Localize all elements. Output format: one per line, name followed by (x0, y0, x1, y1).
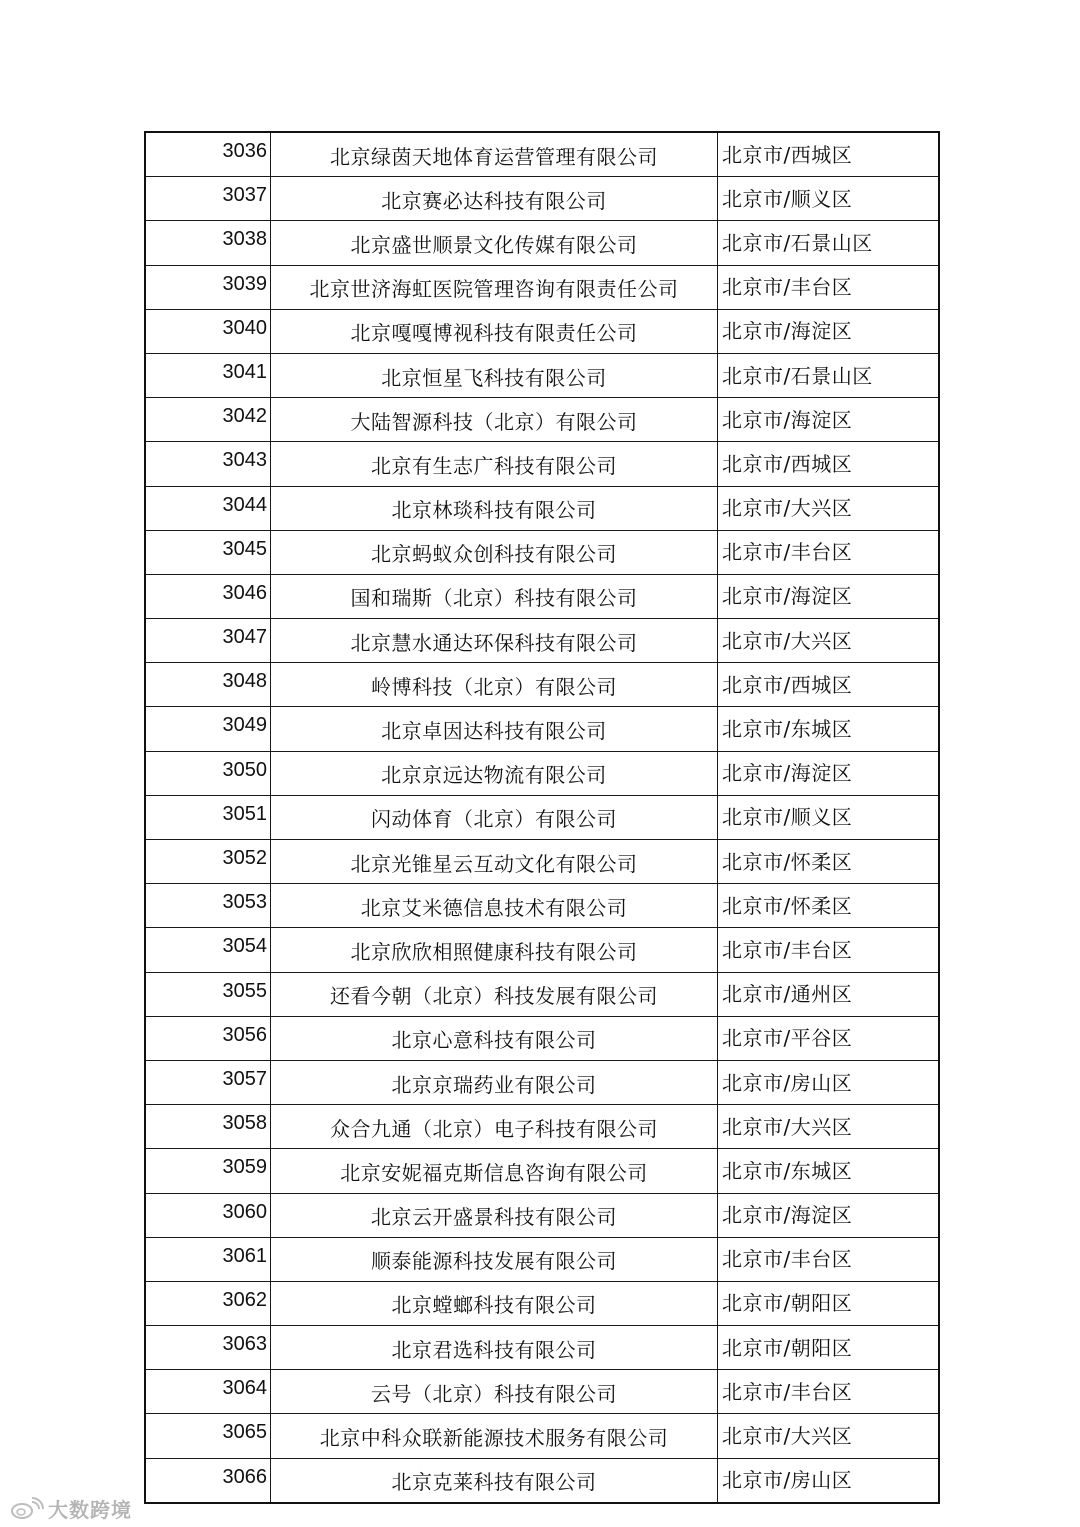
company-name-cell: 还看今朝（北京）科技发展有限公司 (271, 972, 718, 1016)
table-row (145, 1414, 939, 1458)
row-number-cell: 3055 (145, 972, 271, 1016)
region-cell: 北京市/东城区 (718, 1149, 940, 1193)
table-row (145, 177, 939, 221)
row-number-cell: 3036 (145, 132, 271, 177)
table-row (145, 884, 939, 928)
table-row (145, 309, 939, 353)
row-number-cell: 3063 (145, 1326, 271, 1370)
company-name-cell: 北京克莱科技有限公司 (271, 1458, 718, 1503)
region-cell: 北京市/顺义区 (718, 177, 940, 221)
region-cell: 北京市/房山区 (718, 1060, 940, 1104)
company-table-container (144, 131, 930, 1504)
table-row (145, 1458, 939, 1503)
table-row (145, 1060, 939, 1104)
row-number-cell: 3062 (145, 1281, 271, 1325)
region-cell: 北京市/平谷区 (718, 1016, 940, 1060)
company-name-cell: 北京光锥星云互动文化有限公司 (271, 840, 718, 884)
table-row (145, 1237, 939, 1281)
company-table-body (145, 132, 939, 1503)
table-row (145, 265, 939, 309)
row-number-cell: 3053 (145, 884, 271, 928)
region-cell: 北京市/丰台区 (718, 928, 940, 972)
row-number-cell: 3059 (145, 1149, 271, 1193)
table-row (145, 353, 939, 397)
row-number-cell: 3051 (145, 795, 271, 839)
watermark (10, 1494, 132, 1523)
table-row (145, 619, 939, 663)
region-cell: 北京市/丰台区 (718, 530, 940, 574)
table-row (145, 795, 939, 839)
region-cell: 北京市/海淀区 (718, 398, 940, 442)
row-number-cell: 3047 (145, 619, 271, 663)
company-name-cell: 北京艾米德信息技术有限公司 (271, 884, 718, 928)
region-cell: 北京市/大兴区 (718, 1414, 940, 1458)
region-cell: 北京市/顺义区 (718, 795, 940, 839)
row-number-cell: 3046 (145, 574, 271, 618)
company-name-cell: 北京绿茵天地体育运营管理有限公司 (271, 132, 718, 177)
company-name-cell: 北京有生志广科技有限公司 (271, 442, 718, 486)
region-cell: 北京市/朝阳区 (718, 1326, 940, 1370)
table-row (145, 1370, 939, 1414)
row-number-cell: 3038 (145, 221, 271, 265)
company-name-cell: 北京盛世顺景文化传媒有限公司 (271, 221, 718, 265)
table-row (145, 486, 939, 530)
row-number-cell: 3054 (145, 928, 271, 972)
company-name-cell: 北京君选科技有限公司 (271, 1326, 718, 1370)
region-cell: 北京市/大兴区 (718, 486, 940, 530)
company-name-cell: 北京世济海虹医院管理咨询有限责任公司 (271, 265, 718, 309)
region-cell: 北京市/大兴区 (718, 1105, 940, 1149)
row-number-cell: 3060 (145, 1193, 271, 1237)
region-cell: 北京市/大兴区 (718, 619, 940, 663)
table-row (145, 928, 939, 972)
row-number-cell: 3049 (145, 707, 271, 751)
row-number-cell: 3037 (145, 177, 271, 221)
company-name-cell: 北京螳螂科技有限公司 (271, 1281, 718, 1325)
table-row (145, 132, 939, 177)
table-row (145, 751, 939, 795)
watermark-text: 大数跨境 (48, 1498, 132, 1522)
table-row (145, 972, 939, 1016)
table-row (145, 530, 939, 574)
company-name-cell: 众合九通（北京）电子科技有限公司 (271, 1105, 718, 1149)
region-cell: 北京市/石景山区 (718, 221, 940, 265)
company-name-cell: 北京林琰科技有限公司 (271, 486, 718, 530)
row-number-cell: 3048 (145, 663, 271, 707)
table-row (145, 1281, 939, 1325)
table-row (145, 1193, 939, 1237)
company-name-cell: 北京中科众联新能源技术服务有限公司 (271, 1414, 718, 1458)
row-number-cell: 3044 (145, 486, 271, 530)
row-number-cell: 3064 (145, 1370, 271, 1414)
region-cell: 北京市/海淀区 (718, 751, 940, 795)
row-number-cell: 3052 (145, 840, 271, 884)
row-number-cell: 3066 (145, 1458, 271, 1503)
table-row (145, 574, 939, 618)
region-cell: 北京市/海淀区 (718, 309, 940, 353)
row-number-cell: 3039 (145, 265, 271, 309)
table-row (145, 663, 939, 707)
table-row (145, 398, 939, 442)
company-name-cell: 顺泰能源科技发展有限公司 (271, 1237, 718, 1281)
row-number-cell: 3050 (145, 751, 271, 795)
company-name-cell: 闪动体育（北京）有限公司 (271, 795, 718, 839)
table-row (145, 1105, 939, 1149)
row-number-cell: 3043 (145, 442, 271, 486)
row-number-cell: 3045 (145, 530, 271, 574)
table-row (145, 1016, 939, 1060)
row-number-cell: 3058 (145, 1105, 271, 1149)
table-row (145, 1326, 939, 1370)
region-cell: 北京市/房山区 (718, 1458, 940, 1503)
weibo-logo-icon (10, 1497, 44, 1521)
company-name-cell: 北京安妮福克斯信息咨询有限公司 (271, 1149, 718, 1193)
region-cell: 北京市/丰台区 (718, 1370, 940, 1414)
row-number-cell: 3065 (145, 1414, 271, 1458)
row-number-cell: 3056 (145, 1016, 271, 1060)
company-name-cell: 北京京远达物流有限公司 (271, 751, 718, 795)
row-number-cell: 3041 (145, 353, 271, 397)
region-cell: 北京市/西城区 (718, 132, 940, 177)
company-name-cell: 北京心意科技有限公司 (271, 1016, 718, 1060)
region-cell: 北京市/通州区 (718, 972, 940, 1016)
region-cell: 北京市/石景山区 (718, 353, 940, 397)
company-name-cell: 岭博科技（北京）有限公司 (271, 663, 718, 707)
region-cell: 北京市/西城区 (718, 442, 940, 486)
region-cell: 北京市/怀柔区 (718, 884, 940, 928)
region-cell: 北京市/西城区 (718, 663, 940, 707)
company-name-cell: 北京蚂蚁众创科技有限公司 (271, 530, 718, 574)
company-table (144, 131, 940, 1504)
company-name-cell: 北京欣欣相照健康科技有限公司 (271, 928, 718, 972)
company-name-cell: 云号（北京）科技有限公司 (271, 1370, 718, 1414)
region-cell: 北京市/海淀区 (718, 1193, 940, 1237)
row-number-cell: 3057 (145, 1060, 271, 1104)
region-cell: 北京市/海淀区 (718, 574, 940, 618)
company-name-cell: 北京卓因达科技有限公司 (271, 707, 718, 751)
company-name-cell: 北京京瑞药业有限公司 (271, 1060, 718, 1104)
table-row (145, 442, 939, 486)
company-name-cell: 北京云开盛景科技有限公司 (271, 1193, 718, 1237)
company-name-cell: 国和瑞斯（北京）科技有限公司 (271, 574, 718, 618)
company-name-cell: 北京慧水通达环保科技有限公司 (271, 619, 718, 663)
region-cell: 北京市/丰台区 (718, 265, 940, 309)
row-number-cell: 3042 (145, 398, 271, 442)
row-number-cell: 3061 (145, 1237, 271, 1281)
company-name-cell: 大陆智源科技（北京）有限公司 (271, 398, 718, 442)
region-cell: 北京市/丰台区 (718, 1237, 940, 1281)
row-number-cell: 3040 (145, 309, 271, 353)
company-name-cell: 北京恒星飞科技有限公司 (271, 353, 718, 397)
region-cell: 北京市/朝阳区 (718, 1281, 940, 1325)
region-cell: 北京市/东城区 (718, 707, 940, 751)
region-cell: 北京市/怀柔区 (718, 840, 940, 884)
table-row (145, 707, 939, 751)
table-row (145, 221, 939, 265)
table-row (145, 840, 939, 884)
company-name-cell: 北京赛必达科技有限公司 (271, 177, 718, 221)
company-name-cell: 北京嘎嘎博视科技有限责任公司 (271, 309, 718, 353)
table-row (145, 1149, 939, 1193)
